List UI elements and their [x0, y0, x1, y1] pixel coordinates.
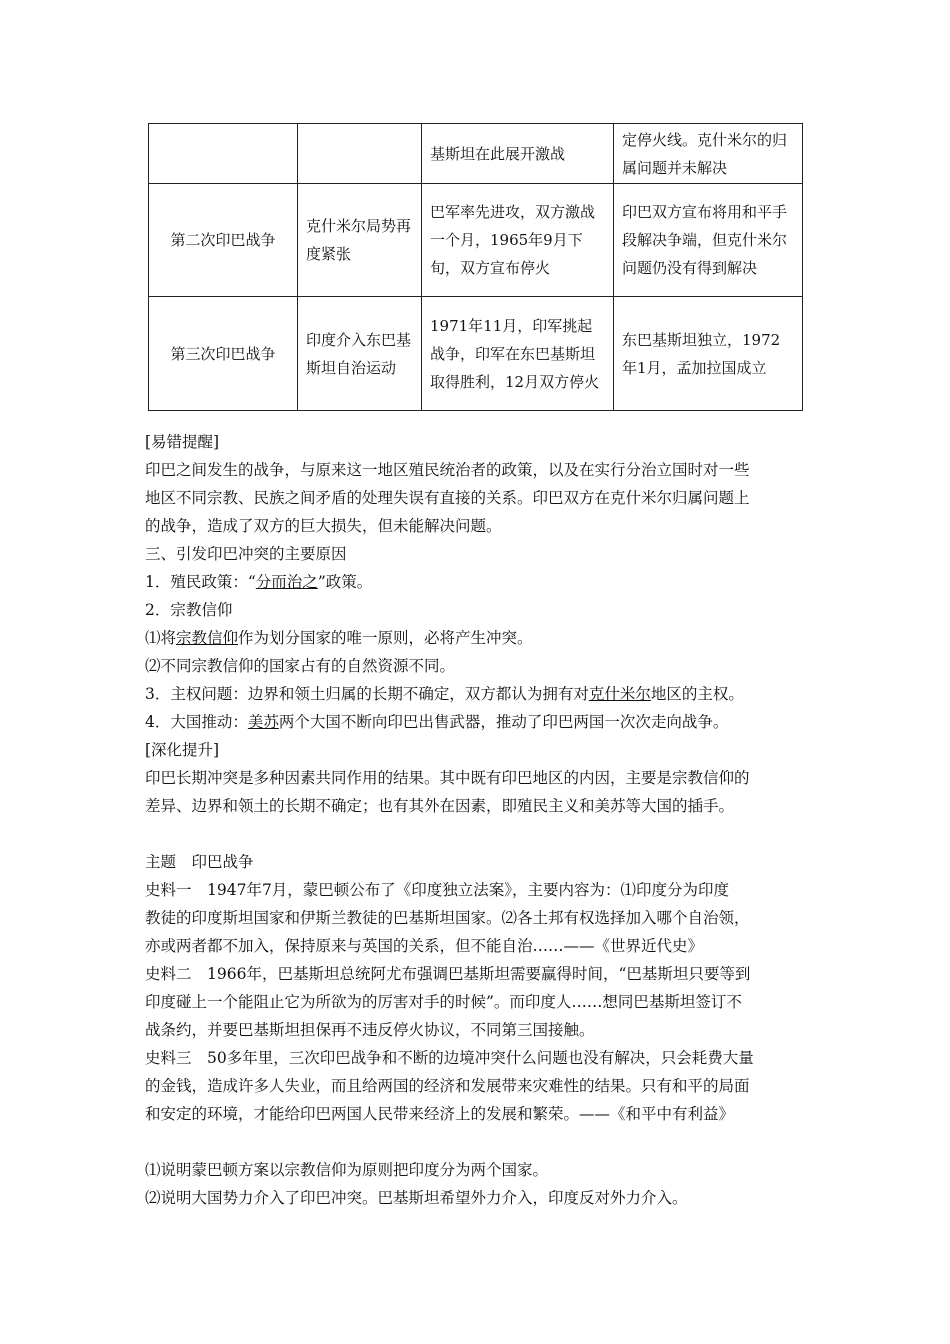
- source-line: 史料一 1947年7月，蒙巴顿公布了《印度独立法案》，主要内容为：⑴印度分为印度: [145, 881, 730, 899]
- tips-line: 印巴之间发生的战争，与原来这一地区殖民统治者的政策，以及在实行分治立国时对一些: [145, 461, 750, 479]
- tips-label: [易错提醒]: [145, 433, 220, 451]
- source-line: 和安定的环境，才能给印巴两国人民带来经济上的发展和繁荣。——《和平中有利益》: [145, 1105, 735, 1123]
- table-cell: 第二次印巴战争: [149, 184, 298, 297]
- cause-item-2: 2．宗教信仰: [145, 601, 233, 619]
- table-cell: 印巴双方宣布将用和平手段解决争端，但克什米尔问题仍没有得到解决: [614, 184, 803, 297]
- answer-line: ⑴说明蒙巴顿方案以宗教信仰为原则把印度分为两个国家。: [145, 1161, 549, 1179]
- key-term: 克什米尔: [588, 685, 651, 703]
- source-line: 史料二 1966年，巴基斯坦总统阿尤布强调巴基斯坦需要赢得时间，“巴基斯坦只要等到: [145, 965, 751, 983]
- table-cell: 第三次印巴战争: [149, 297, 298, 411]
- table-cell: 定停火线。克什米尔的归属问题并未解决: [614, 124, 803, 184]
- key-term: 分而治之: [255, 573, 318, 591]
- deepen-label: [深化提升]: [145, 741, 220, 759]
- source-line: 史料三 50多年里，三次印巴战争和不断的边境冲突什么问题也没有解决，只会耗费大量: [145, 1049, 754, 1067]
- table-row: [149, 184, 803, 297]
- cause-item-1: 1．殖民政策：“分而治之”政策。: [145, 573, 373, 591]
- key-term: 美苏: [247, 713, 279, 731]
- cause-item-3: 3．主权问题：边界和领土归属的长期不确定，双方都认为拥有对克什米尔地区的主权。: [145, 685, 744, 703]
- key-term: 宗教信仰: [176, 629, 239, 647]
- table-cell: [149, 124, 298, 184]
- tips-line: 地区不同宗教、民族之间矛盾的处理失误有直接的关系。印巴双方在克什米尔归属问题上: [145, 489, 750, 507]
- table-cell: 克什米尔局势再度紧张: [298, 184, 422, 297]
- body-text: [145, 428, 810, 1212]
- tips-line: 的战争，造成了双方的巨大损失，但未能解决问题。: [145, 517, 502, 535]
- table-cell: 基斯坦在此展开激战: [422, 124, 614, 184]
- table-cell: 1971年11月，印军挑起战争，印军在东巴基斯坦取得胜利，12月双方停火: [422, 297, 614, 411]
- table-cell: [298, 124, 422, 184]
- india-pakistan-wars-table: [148, 123, 803, 411]
- cause-item-2b: ⑵不同宗教信仰的国家占有的自然资源不同。: [145, 657, 456, 675]
- cause-item-4: 4．大国推动：美苏两个大国不断向印巴出售武器，推动了印巴两国一次次走向战争。: [145, 713, 729, 731]
- source-line: 印度碰上一个能阻止它为所欲为的厉害对手的时候”。而印度人……想同巴基斯坦签订不: [145, 993, 742, 1011]
- source-line: 战条约，并要巴基斯坦担保再不违反停火协议，不同第三国接触。: [145, 1021, 595, 1039]
- table-row: [149, 124, 803, 184]
- table-cell: 巴军率先进攻，双方激战一个月，1965年9月下旬，双方宣布停火: [422, 184, 614, 297]
- cause-item-2a: ⑴将宗教信仰作为划分国家的唯一原则，必将产生冲突。: [145, 629, 533, 647]
- source-line: 教徒的印度斯坦国家和伊斯兰教徒的巴基斯坦国家。⑵各土邦有权选择加入哪个自治领，: [145, 909, 750, 927]
- answer-line: ⑵说明大国势力介入了印巴冲突。巴基斯坦希望外力介入，印度反对外力介入。: [145, 1189, 688, 1207]
- source-line: 亦或两者都不加入，保持原来与英国的关系，但不能自治……——《世界近代史》: [145, 937, 704, 955]
- table-cell: 东巴基斯坦独立，1972年1月，孟加拉国成立: [614, 297, 803, 411]
- table-row: [149, 297, 803, 411]
- source-line: 的金钱，造成许多人失业，而且给两国的经济和发展带来灾难性的结果。只有和平的局面: [145, 1077, 750, 1095]
- causes-heading: 三、引发印巴冲突的主要原因: [145, 545, 347, 563]
- deepen-line: 差异、边界和领土的长期不确定；也有其外在因素，即殖民主义和美苏等大国的插手。: [145, 797, 735, 815]
- table-cell: 印度介入东巴基斯坦自治运动: [298, 297, 422, 411]
- theme-title: 主题 印巴战争: [145, 853, 254, 871]
- deepen-line: 印巴长期冲突是多种因素共同作用的结果。其中既有印巴地区的内因，主要是宗教信仰的: [145, 769, 750, 787]
